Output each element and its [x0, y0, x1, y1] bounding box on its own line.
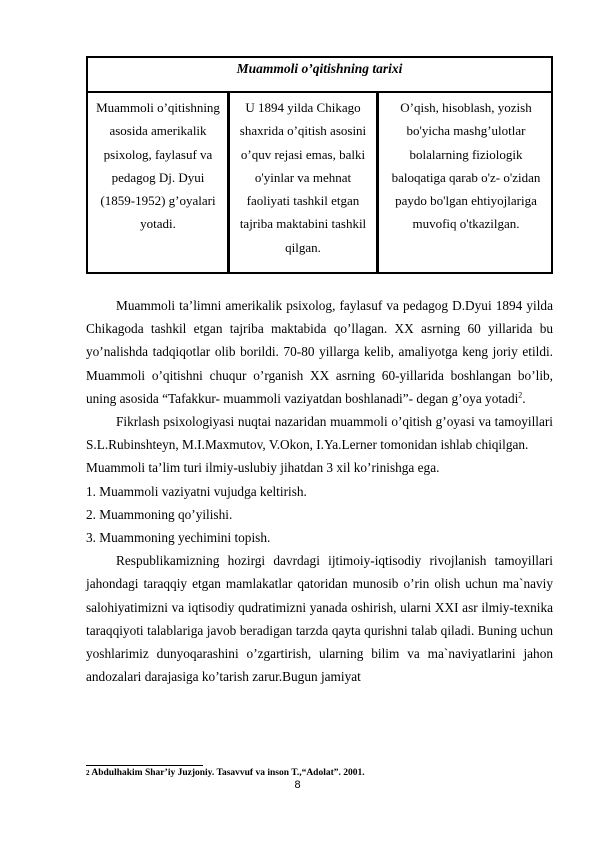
table-title: Muammoli o’qitishning tarixi — [236, 61, 403, 76]
paragraph-types: Muammoli ta’lim turi ilmiy-uslubiy jihatdan 3 xil ko’rinishga ega. — [86, 460, 440, 476]
paragraph-republic: Respublikamizning hozirgi davrdagi ijtimoiy-iqtisodiy rivojlanish tamoyillari jahondagi taraqqiy etgan mamlakatlar qatoridan munosib o’rin olish uchun ma`naviy salohiyatimizni va iqtisodiy qudratimizni yanada oshirish, ularni XXI asr ilmiy-texnika taraqqiyoti talablariga javob beradigan tarzda qayta qurishni talab qiladi. Buning uchun yoshlarimiz dunyoqarashini o’zgartirish, ularning bilim va ma`naviyatlarini jahon andozalari darajasiga ko’tarish zarur.Bugun jamiyat — [86, 553, 553, 685]
footnote — [86, 766, 365, 780]
paragraph-history-text: Muammoli ta’limni amerikalik psixolog, faylasuf va pedagog D.Dyui 1894 yilda Chikagoda tashkil etgan tajriba maktabida qo’llagan. XX asrning 60 yillarida bu yo’nalishda tadqiqotlar olib borildi. 70-80 yillarga kelib, amaliyotga keng joriy etildi. Muammoli o’qitishni chuqur o’rganish XX asrning 60-yillarida boshlangan bo’lib, uning asosida “Tafakkur- muammoli vaziyatdan boshlanadi”- degan g’oya yotadi — [86, 298, 553, 406]
table-cell-lessons: O’qish, hisoblash, yozish bo'yicha mashg’ulotlar bolalarning fiziologik baloqatiga qarab o'z- o'zidan paydo bo'lgan ehtiyojlariga muvofiq o'tkazilgan. — [391, 100, 541, 232]
column-divider — [376, 93, 379, 274]
page-number: 8 — [294, 779, 301, 791]
list-item: 1. Muammoli vaziyatni vujudga keltirish. — [86, 483, 307, 499]
list-item: 3. Muammoning yechimini topish. — [86, 530, 271, 546]
history-table — [86, 56, 553, 274]
paragraph-history: Muammoli ta’limni amerikalik psixolog, faylasuf va pedagog D.Dyui 1894 yilda Chikagoda tashkil etgan tajriba maktabida qo’llagan. XX asrning 60 yillarida bu yo’nalishda tadqiqotlar olib borildi. 70-80 yillarga kelib, amaliyotga keng joriy etildi. Muammoli o’qitishni chuqur o’rganish XX asrning 60-yillarida boshlangan bo’lib, uning asosida “Tafakkur- muammoli vaziyatdan boshlanadi”- degan g’oya yotadi$^2$. — [86, 298, 553, 406]
footnote-text: Abdulhakim Shar’iy Juzjoniy. Tasavvuf va inson T.,“Adolat”. 2001. — [91, 768, 365, 778]
table-cell-school: U 1894 yilda Chikago shaxrida o’qitish asosini o’quv rejasi emas, balki o'yinlar va mehnat faoliyati tashkil etgan tajriba maktabini tashkil qilgan. — [239, 100, 367, 255]
paragraph-psychology: Fikrlash psixologiyasi nuqtai nazaridan muammoli o’qitish g’oyasi va tamoyillari S.L.Rubinshteyn, M.I.Maxmutov, V.Okon, I.Ya.Lerner tomonidan ishlab chiqilgan. — [86, 414, 553, 453]
table-header-rule — [88, 91, 551, 95]
footnote-ref: 2 — [518, 390, 523, 400]
footnote-mark: 2 — [86, 769, 90, 777]
column-divider — [227, 93, 230, 274]
table-cell-origin: Muammoli o’qitishning asosida amerikalik psixolog, faylasuf va pedagog Dj. Dyui (1859-1952) g’oyalari yotadi. — [96, 100, 220, 232]
body-text — [86, 294, 553, 688]
list-item: 2. Muammoning qo’yilishi. — [86, 506, 233, 522]
